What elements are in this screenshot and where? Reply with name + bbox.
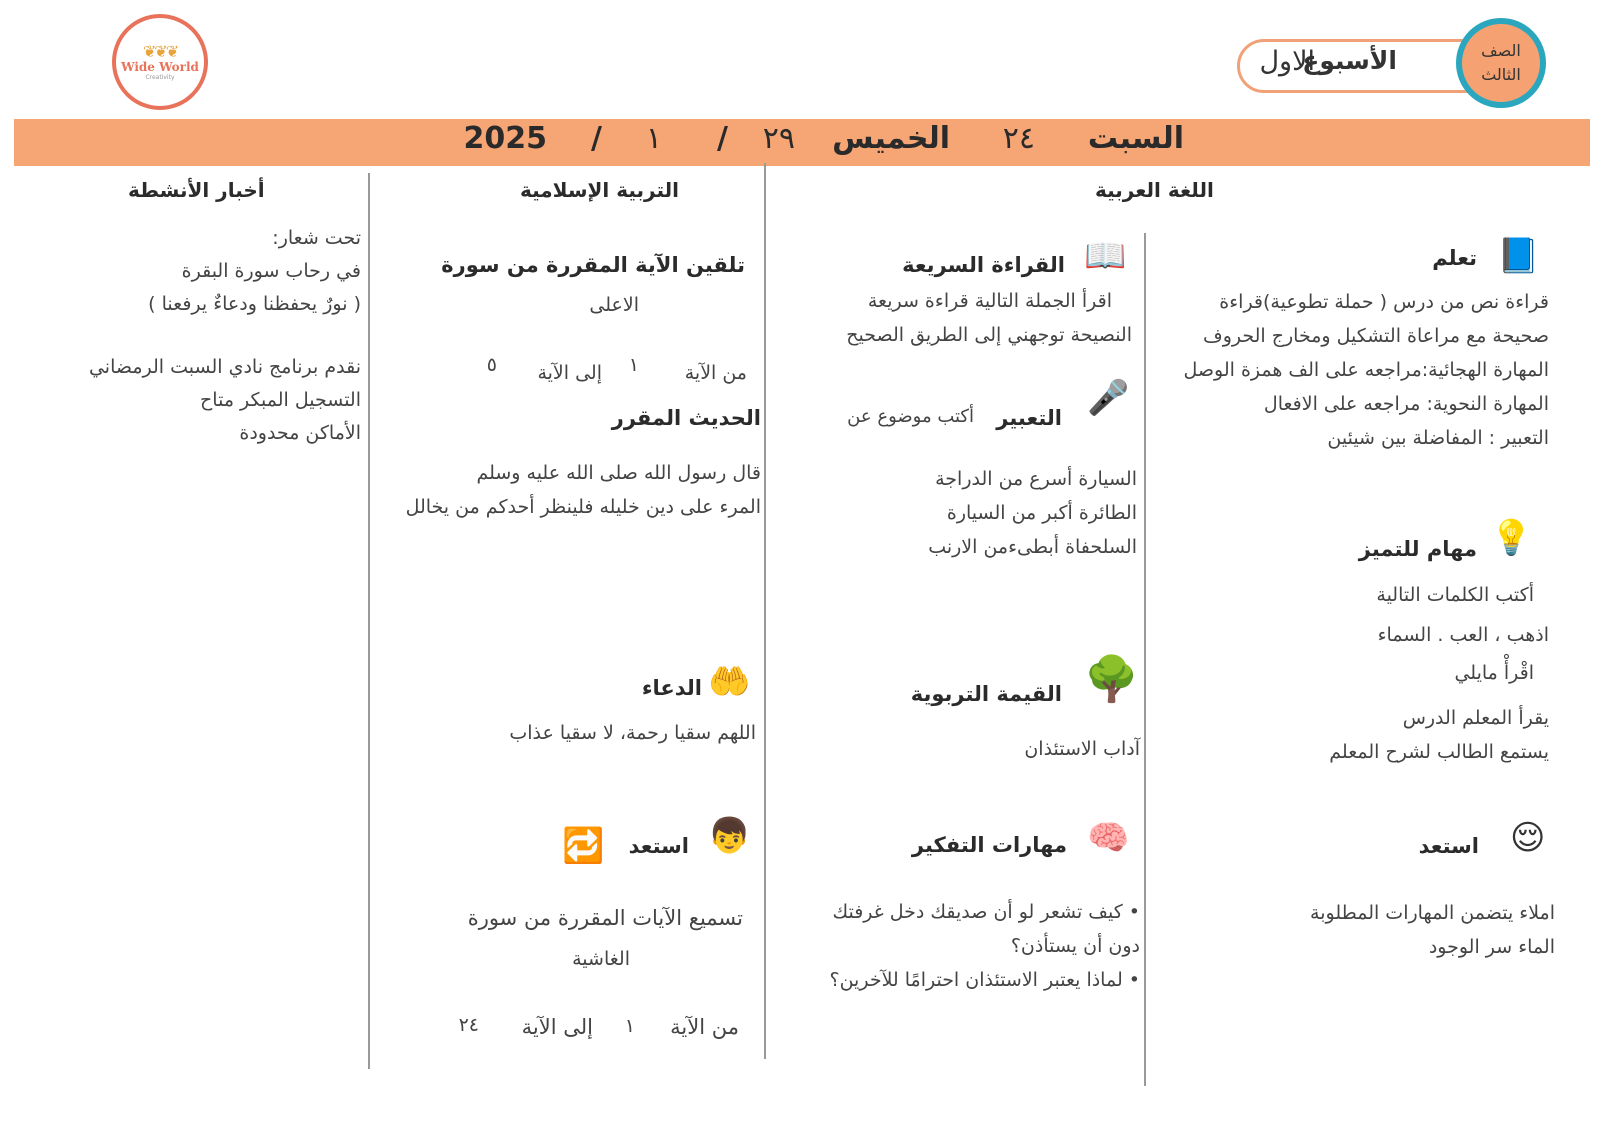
expression-title: التعبير <box>996 406 1062 430</box>
news-line: نقدم برنامج نادي السبت الرمضاني <box>88 356 361 378</box>
grade-line2: الثالث <box>1481 65 1521 84</box>
news-column-title: أخبار الأنشطة <box>128 178 265 202</box>
thinking-head-icon: 😌 <box>1510 818 1546 858</box>
thinking-line: • كيف تشعر لو أن صديقك دخل غرفتك <box>832 901 1140 923</box>
islamic-column-title: التربية الإسلامية <box>520 178 680 202</box>
excellence-line: اذهب ، العب . السماء <box>1377 624 1549 646</box>
news-line: ( نورٌ يحفظنا ودعاءٌ يرفعنا ) <box>148 293 361 315</box>
date-bar <box>14 119 1590 166</box>
microphone-speaker-icon: 🎤 <box>1087 378 1130 418</box>
reading-girl-icon: 📖 <box>1084 236 1127 276</box>
brain-checklist-icon: 💡 <box>1490 518 1533 558</box>
logo-name: Wide World <box>121 59 199 74</box>
hadith-line: قال رسول الله صلى الله عليه وسلم <box>476 462 761 484</box>
excellence-text-4 <box>1249 701 1549 769</box>
fast-reading-line: النصيحة توجهني إلى الطريق الصحيح <box>846 324 1132 346</box>
day1-number: ٢٤ <box>1002 121 1035 156</box>
memorize-to-label: إلى الآية <box>537 362 602 384</box>
date-separator-2: / <box>591 121 602 156</box>
hadith-title: الحديث المقرر <box>611 406 761 430</box>
year: 2025 <box>463 121 547 156</box>
learn-line: صحيحة مع مراعاة التشكيل ومخارج الحروف <box>1203 325 1549 347</box>
dua-title: الدعاء <box>641 676 702 700</box>
week-value: الاول <box>1259 46 1315 77</box>
learn-title: تعلم <box>1432 246 1477 270</box>
excellence-text-3 <box>1234 656 1534 690</box>
prepare-is-from-value: ١ <box>624 1015 635 1037</box>
value-text: آداب الاستئذان <box>1024 738 1140 760</box>
book-icon: 📘 <box>1497 236 1540 276</box>
excellence-text-2 <box>1249 618 1549 652</box>
memorize-from-label: من الآية <box>684 362 747 384</box>
expression-line: السلحفاة أبطىءمن الارنب <box>928 536 1137 558</box>
learn-line: التعبير : المفاضلة بين شيئين <box>1327 427 1549 449</box>
memorize-to-value: ٥ <box>486 354 497 376</box>
memorize-from-value: ١ <box>628 354 639 376</box>
week-label: الأسبوع <box>1302 46 1397 75</box>
thinking-line: دون أن يستأذن؟ <box>1010 935 1140 957</box>
news-line: الأماكن محدودة <box>239 422 361 444</box>
dua-text: اللهم سقيا رحمة، لا سقيا عذاب <box>509 722 756 744</box>
wheat-icon: ❦❦❦ <box>142 41 178 61</box>
expression-line: السيارة أسرع من الدراجة <box>935 468 1137 490</box>
prepare-is-to-label: إلى الآية <box>521 1015 593 1039</box>
school-logo <box>112 14 208 110</box>
divider-arabic-inner <box>1144 233 1146 1086</box>
expression-line: الطائرة أكبر من السيارة <box>946 502 1137 524</box>
day1: السبت <box>1087 121 1184 156</box>
praying-hands-icon: 🤲 <box>708 662 751 702</box>
expression-text <box>837 462 1137 564</box>
hadith-line: المرء على دين خليله فلينظر أحدكم من يخالل <box>405 496 761 518</box>
month-number: ١ <box>645 121 662 156</box>
tree-icon: 🌳 <box>1084 654 1139 705</box>
arabic-column-title: اللغة العربية <box>1095 178 1214 202</box>
reading-boy-icon: 👦 <box>708 816 751 856</box>
thinking-text <box>740 895 1140 997</box>
logo-subtitle: Creativity <box>145 73 175 81</box>
repeat-arrows-icon: 🔁 <box>562 826 605 866</box>
news-line: في رحاب سورة البقرة <box>181 260 361 282</box>
lightbulb-brain-icon: 🧠 <box>1087 818 1130 858</box>
prepare-ar-line: املاء يتضمن المهارات المطلوبة <box>1310 902 1555 924</box>
news-line: تحت شعار: <box>272 227 361 249</box>
divider-news <box>368 173 370 1069</box>
prepare-is-to-value: ٢٤ <box>458 1014 479 1036</box>
learn-text <box>1149 285 1549 455</box>
prepare-is-from-label: من الآية <box>670 1015 739 1039</box>
memorize-surah: الاعلى <box>589 294 639 316</box>
excellence-line: أكتب الكلمات التالية <box>1376 584 1534 606</box>
prepare-is-title: استعد <box>628 834 689 858</box>
excellence-title: مهام للتميز <box>1358 537 1477 561</box>
news-spacer <box>1 321 361 351</box>
learn-line: المهارة الهجائية:مراجعه على الف همزة الوصل <box>1183 359 1549 381</box>
news-text <box>1 222 361 450</box>
learn-line: قراءة نص من درس ( حملة تطوعية)قراءة <box>1219 291 1549 313</box>
prepare-ar-title: استعد <box>1418 834 1479 858</box>
thinking-line: • لماذا يعتبر الاستئذان احترامًا للآخرين؟ <box>829 969 1140 991</box>
excellence-line: يستمع الطالب لشرح المعلم <box>1329 741 1549 763</box>
prepare-ar-text <box>1255 896 1555 964</box>
excellence-text-1 <box>1234 578 1534 612</box>
day2: الخميس <box>832 121 950 156</box>
grade-badge <box>1456 18 1546 108</box>
grade-line1: الصف <box>1481 41 1521 60</box>
thinking-title: مهارات التفكير <box>911 833 1067 857</box>
hadith-text <box>361 456 761 524</box>
fast-reading-line: اقرأ الجملة التالية قراءة سريعة <box>867 290 1112 312</box>
date-separator-1: / <box>717 121 728 156</box>
expression-prompt: أكتب موضوع عن <box>847 406 974 427</box>
prepare-is-surah: الغاشية <box>572 948 630 970</box>
value-title: القيمة التربوية <box>910 682 1062 706</box>
memorize-title: تلقين الآية المقررة من سورة <box>441 253 745 277</box>
day2-number: ٢٩ <box>762 121 795 156</box>
excellence-line: اقْرأْ مايلي <box>1454 662 1534 684</box>
news-line: التسجيل المبكر متاح <box>200 389 361 411</box>
prepare-is-line1: تسميع الآيات المقررة من سورة <box>467 906 743 930</box>
fast-reading-title: القراءة السريعة <box>902 253 1065 277</box>
prepare-ar-line: الماء سر الوجود <box>1428 936 1555 958</box>
excellence-line: يقرأ المعلم الدرس <box>1402 707 1549 729</box>
learn-line: المهارة النحوية: مراجعه على الافعال <box>1263 393 1549 415</box>
